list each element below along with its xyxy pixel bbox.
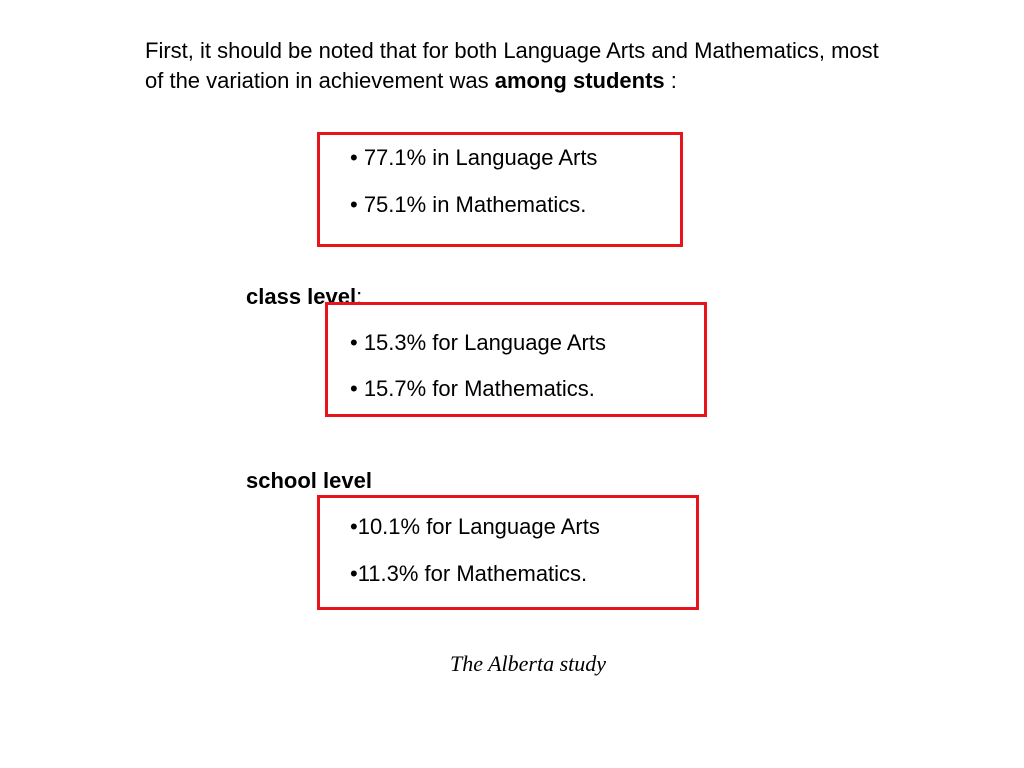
- school-level-heading: school level: [246, 468, 372, 493]
- student-level-item-language-arts: • 77.1% in Language Arts: [350, 145, 598, 170]
- class-level-item-language-arts: • 15.3% for Language Arts: [350, 330, 606, 355]
- student-level-item-mathematics: • 75.1% in Mathematics.: [350, 192, 587, 217]
- caption: The Alberta study: [450, 651, 607, 676]
- intro-emphasis: among students: [494, 68, 665, 93]
- class-level-item-mathematics: • 15.7% for Mathematics.: [350, 376, 595, 401]
- school-level-item-mathematics: •11.3% for Mathematics.: [350, 561, 588, 586]
- intro-paragraph: [145, 36, 885, 96]
- school-level-box: [317, 495, 699, 610]
- school-level-item-language-arts: •10.1% for Language Arts: [350, 514, 600, 539]
- class-level-heading-suffix: :: [356, 284, 363, 309]
- intro-text: First, it should be noted that for both Language Arts and Mathematics, most of the variation in achievement was: [145, 38, 879, 93]
- class-level-heading-text: class level: [246, 284, 357, 309]
- intro-suffix: :: [664, 68, 677, 93]
